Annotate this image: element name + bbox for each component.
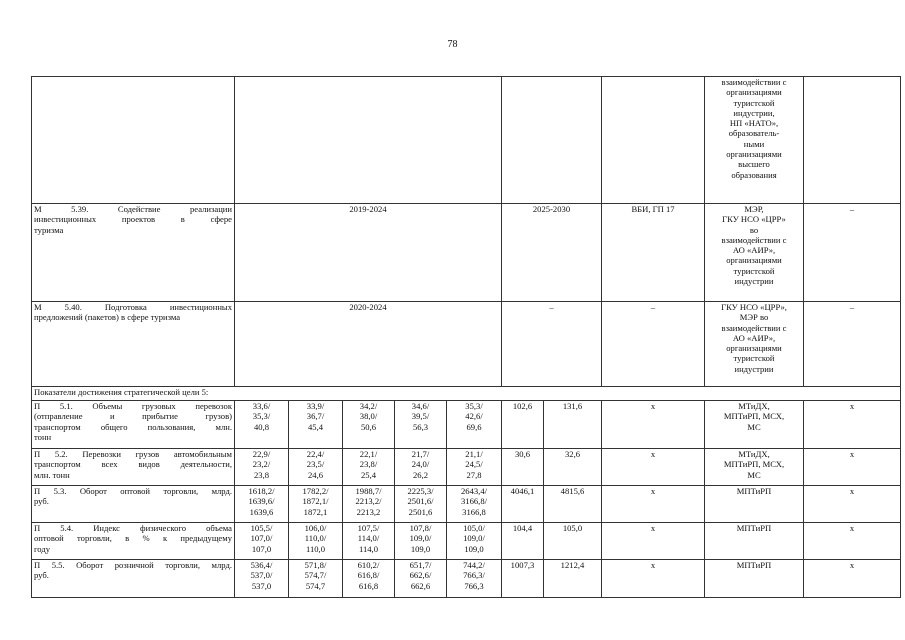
year-value-cell xyxy=(343,449,395,486)
value-2025-cell: 104,4 xyxy=(502,523,544,560)
year-value-cell xyxy=(289,560,343,598)
section-header-cell: Показатели достижения стратегической цели 5: xyxy=(32,387,901,401)
value-line: 1988,7/ xyxy=(355,486,382,496)
year-value-cell xyxy=(395,486,447,523)
x-mark-cell: x xyxy=(804,560,901,598)
value-line: 105,0/ xyxy=(463,523,485,533)
value-line: 107,0 xyxy=(251,543,272,554)
value-line: 3166,8 xyxy=(462,506,486,517)
value-line: 35,3/ xyxy=(252,411,271,422)
value-line: 110,0/ xyxy=(304,533,327,544)
value-line: 2213,2 xyxy=(356,506,381,517)
year-value-cell xyxy=(447,486,502,523)
value-line: 35,3/ xyxy=(465,401,483,411)
indicator-row xyxy=(32,449,901,486)
year-value-cell xyxy=(235,486,289,523)
responsible-line: индустрии xyxy=(734,363,774,374)
responsible-cell xyxy=(705,486,804,523)
value-line: 34,2/ xyxy=(359,401,378,411)
responsible-line: МПТиРП, МСХ, xyxy=(723,459,785,470)
value-line: 766,3/ xyxy=(463,570,485,581)
responsible-line: взаимодействии с xyxy=(721,77,787,87)
responsible-line: АО «АИР», xyxy=(732,332,776,343)
responsible-cell xyxy=(705,560,804,598)
responsible-line: ГКУ НСО «ЦРР», xyxy=(721,302,787,312)
value-line: 662,6/ xyxy=(409,570,432,581)
value-2030-cell: 131,6 xyxy=(544,401,602,449)
x-mark-cell: x xyxy=(602,449,705,486)
value-line: 24,5/ xyxy=(465,459,483,470)
value-line: 40,8 xyxy=(253,421,270,432)
indicator-name-line: П 5.5. Оборот розничной торговли, млрд. xyxy=(34,560,232,570)
year-value-cell xyxy=(395,560,447,598)
value-line: 109,0/ xyxy=(409,533,432,544)
value-2030-cell: 32,6 xyxy=(544,449,602,486)
indicator-row xyxy=(32,401,901,449)
value-line: 22,9/ xyxy=(252,449,271,459)
value-line: 27,8 xyxy=(466,469,482,480)
value-line: 610,2/ xyxy=(357,560,380,570)
cont-period2-cell xyxy=(502,77,602,204)
value-line: 107,5/ xyxy=(357,523,380,533)
year-value-cell xyxy=(235,401,289,449)
value-line: 42,6/ xyxy=(465,411,483,422)
value-line: 1639,6 xyxy=(249,506,274,517)
cont-name-cell xyxy=(32,77,235,204)
measure-row xyxy=(32,204,901,302)
value-line: 26,2 xyxy=(412,469,429,480)
measure-name-line: М 5.39. Содействие реализации xyxy=(34,204,232,214)
value-line: 24,6 xyxy=(307,469,324,480)
value-line: 536,4/ xyxy=(250,560,273,570)
indicator-name-line: руб. xyxy=(34,496,49,507)
value-line: 574,7/ xyxy=(304,570,327,581)
value-line: 651,7/ xyxy=(409,560,432,570)
period2-cell: 2025-2030 xyxy=(502,204,602,302)
value-line: 109,0 xyxy=(464,543,484,554)
responsible-line: индустрии xyxy=(734,276,774,287)
value-line: 22,1/ xyxy=(359,449,378,459)
value-2030-cell: 1212,4 xyxy=(544,560,602,598)
value-line: 109,0/ xyxy=(463,533,485,544)
responsible-cell xyxy=(705,204,804,302)
responsible-line: АО «АИР», xyxy=(732,245,776,256)
value-2025-cell: 30,6 xyxy=(502,449,544,486)
value-line: 22,4/ xyxy=(306,449,325,459)
value-line: 662,6 xyxy=(410,580,431,591)
year-value-cell xyxy=(235,523,289,560)
responsible-line: индустрии, xyxy=(733,107,775,118)
year-value-cell xyxy=(447,449,502,486)
indicator-row xyxy=(32,523,901,560)
responsible-line: взаимодействии с xyxy=(721,234,787,245)
period1-cell: 2020-2024 xyxy=(235,302,502,387)
cont-period1-cell xyxy=(235,77,502,204)
indicator-name-cell xyxy=(32,401,235,449)
responsible-line: во xyxy=(749,224,759,235)
responsible-line: организациями xyxy=(726,255,782,266)
value-line: 23,5/ xyxy=(306,459,325,470)
year-value-cell xyxy=(343,401,395,449)
year-value-cell xyxy=(343,560,395,598)
funding-source-cell: – xyxy=(602,302,705,387)
x-mark-cell: x xyxy=(804,449,901,486)
indicator-row xyxy=(32,560,901,598)
indicator-name-line: П 5.3. Оборот оптовой торговли, млрд. xyxy=(34,486,232,496)
value-line: 25,4 xyxy=(360,469,377,480)
value-line: 33,9/ xyxy=(306,401,325,411)
value-line: 1618,2/ xyxy=(248,486,275,496)
value-line: 1782,2/ xyxy=(302,486,329,496)
strategy-table xyxy=(31,76,901,598)
year-value-cell xyxy=(289,486,343,523)
value-line: 106,0/ xyxy=(304,523,327,533)
value-line: 69,6 xyxy=(466,421,482,432)
value-line: 2213,2/ xyxy=(355,496,382,507)
responsible-line: ГКУ НСО «ЦРР» xyxy=(722,214,786,225)
responsible-cell xyxy=(705,449,804,486)
year-value-cell xyxy=(395,401,447,449)
responsible-line: МТиДХ, xyxy=(738,449,770,459)
value-2025-cell: 102,6 xyxy=(502,401,544,449)
responsible-line: взаимодействии с xyxy=(721,322,787,333)
responsible-line: туристской xyxy=(733,97,775,108)
value-line: 616,8/ xyxy=(357,570,380,581)
x-mark-cell: x xyxy=(804,486,901,523)
year-value-cell xyxy=(235,449,289,486)
indicator-name-cell xyxy=(32,449,235,486)
value-line: 2501,6/ xyxy=(407,496,434,507)
x-mark-cell: x xyxy=(804,401,901,449)
indicator-name-line: транспортом общего пользования, млн. xyxy=(34,421,232,432)
responsible-line: МПТиРП xyxy=(736,486,772,496)
value-line: 50,6 xyxy=(360,421,377,432)
year-value-cell xyxy=(343,523,395,560)
responsible-line: МЭР во xyxy=(739,312,769,323)
value-line: 33,6/ xyxy=(252,401,271,411)
responsible-line: МТиДХ, xyxy=(738,401,770,411)
value-line: 38,0/ xyxy=(359,411,378,422)
responsible-line: организациями xyxy=(726,149,782,160)
indicator-name-line: П 5.2. Перевозки грузов автомобильным xyxy=(34,449,232,459)
value-line: 110,0 xyxy=(305,543,326,554)
value-line: 537,0 xyxy=(251,580,272,591)
last-cell: – xyxy=(804,302,901,387)
value-line: 24,0/ xyxy=(411,459,430,470)
measure-name-line: инвестиционных проектов в сфере xyxy=(34,214,232,225)
x-mark-cell: x xyxy=(602,523,705,560)
value-line: 2643,4/ xyxy=(460,486,488,496)
indicator-name-line: млн. тонн xyxy=(34,469,70,480)
value-line: 571,8/ xyxy=(304,560,327,570)
value-line: 107,8/ xyxy=(409,523,432,533)
indicator-name-cell xyxy=(32,560,235,598)
indicator-name-cell xyxy=(32,486,235,523)
year-value-cell xyxy=(343,486,395,523)
value-line: 766,3 xyxy=(464,580,484,591)
value-line: 36,7/ xyxy=(306,411,325,422)
responsible-line: образователь- xyxy=(728,128,780,139)
value-line: 3166,8/ xyxy=(460,496,488,507)
value-line: 23,8/ xyxy=(359,459,378,470)
x-mark-cell: x xyxy=(804,523,901,560)
continuation-row xyxy=(32,77,901,204)
indicator-name-line: руб. xyxy=(34,570,49,581)
measure-name-cell xyxy=(32,204,235,302)
value-line: 744,2/ xyxy=(463,560,485,570)
indicator-name-line: транспортом всех видов деятельности, xyxy=(34,459,232,470)
cont-source-cell xyxy=(602,77,705,204)
indicator-row xyxy=(32,486,901,523)
responsible-line: высшего xyxy=(738,159,770,170)
x-mark-cell: x xyxy=(602,486,705,523)
period2-cell: – xyxy=(502,302,602,387)
value-line: 39,5/ xyxy=(411,411,430,422)
indicator-name-line: тонн xyxy=(34,431,52,442)
responsible-cell xyxy=(705,401,804,449)
period1-cell: 2019-2024 xyxy=(235,204,502,302)
cont-last-cell xyxy=(804,77,901,204)
responsible-line: туристской xyxy=(733,265,775,276)
value-line: 1872,1/ xyxy=(302,496,329,507)
responsible-line: МС xyxy=(747,469,761,480)
indicator-name-line: П 5.1. Объемы грузовых перевозок xyxy=(34,401,232,411)
value-line: 2501,6 xyxy=(408,506,433,517)
responsible-line: МЭР, xyxy=(744,204,764,214)
year-value-cell xyxy=(395,449,447,486)
value-line: 1872,1 xyxy=(303,506,328,517)
value-line: 34,6/ xyxy=(411,401,430,411)
year-value-cell xyxy=(447,560,502,598)
value-line: 21,1/ xyxy=(465,449,483,459)
responsible-line: МПТиРП xyxy=(736,523,772,533)
value-line: 1639,6/ xyxy=(248,496,275,507)
value-line: 114,0/ xyxy=(357,533,380,544)
value-line: 23,8 xyxy=(253,469,270,480)
value-2030-cell: 4815,6 xyxy=(544,486,602,523)
year-value-cell xyxy=(235,560,289,598)
value-line: 114,0 xyxy=(358,543,379,554)
indicator-name-line: П 5.4. Индекс физического объема xyxy=(34,523,232,533)
year-value-cell xyxy=(447,523,502,560)
responsible-line: туристской xyxy=(733,353,775,364)
value-2025-cell: 1007,3 xyxy=(502,560,544,598)
responsible-cell xyxy=(705,302,804,387)
responsible-line: МПТиРП, МСХ, xyxy=(723,411,785,422)
value-line: 45,4 xyxy=(307,421,324,432)
value-line: 23,2/ xyxy=(252,459,271,470)
year-value-cell xyxy=(289,523,343,560)
year-value-cell xyxy=(289,449,343,486)
value-line: 105,5/ xyxy=(250,523,273,533)
indicator-name-line: (отправление и прибытие грузов) xyxy=(34,411,232,422)
funding-source-cell: ВБИ, ГП 17 xyxy=(602,204,705,302)
responsible-cell xyxy=(705,523,804,560)
value-line: 616,8 xyxy=(358,580,379,591)
indicator-name-line: году xyxy=(34,543,51,554)
responsible-line: НП «НАТО», xyxy=(729,118,779,129)
value-line: 56,3 xyxy=(412,421,429,432)
value-line: 21,7/ xyxy=(411,449,430,459)
year-value-cell xyxy=(447,401,502,449)
indicator-name-line: оптовой торговли, в % к предыдущему xyxy=(34,533,232,544)
cont-responsible-cell xyxy=(705,77,804,204)
measure-name-line: предложений (пакетов) в сфере туризма xyxy=(34,312,181,323)
x-mark-cell: x xyxy=(602,401,705,449)
responsible-line: организациями xyxy=(726,87,782,98)
value-line: 537,0/ xyxy=(250,570,273,581)
value-2030-cell: 105,0 xyxy=(544,523,602,560)
section-header-row xyxy=(32,387,901,401)
measure-row xyxy=(32,302,901,387)
responsible-line: организациями xyxy=(726,343,782,354)
responsible-line: ными xyxy=(743,138,765,149)
measure-name-line: М 5.40. Подготовка инвестиционных xyxy=(34,302,232,312)
year-value-cell xyxy=(289,401,343,449)
measure-name-cell xyxy=(32,302,235,387)
x-mark-cell: x xyxy=(602,560,705,598)
value-line: 107,0/ xyxy=(250,533,273,544)
value-2025-cell: 4046,1 xyxy=(502,486,544,523)
value-line: 109,0 xyxy=(410,543,431,554)
measure-name-line: туризма xyxy=(34,224,64,235)
responsible-line: МС xyxy=(747,421,761,432)
responsible-line: образования xyxy=(731,169,777,180)
responsible-line: МПТиРП xyxy=(736,560,772,570)
year-value-cell xyxy=(395,523,447,560)
value-line: 574,7 xyxy=(305,580,326,591)
page-number: 78 xyxy=(447,39,458,50)
indicator-name-cell xyxy=(32,523,235,560)
value-line: 2225,3/ xyxy=(407,486,434,496)
last-cell: – xyxy=(804,204,901,302)
